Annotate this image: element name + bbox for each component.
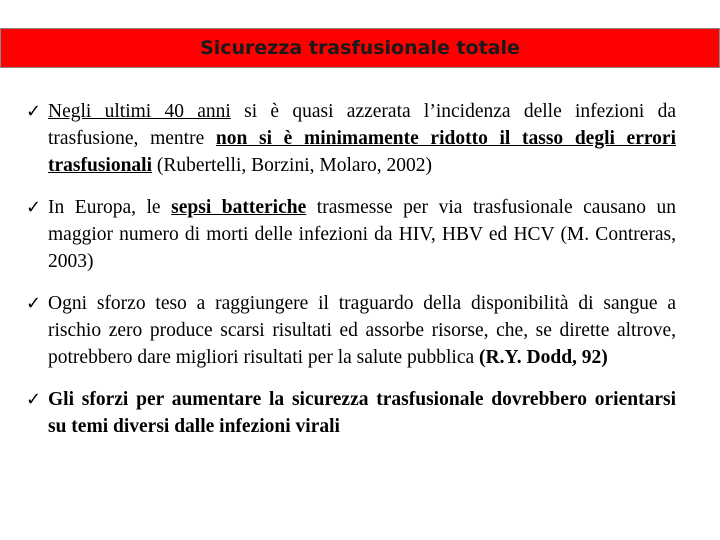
bullet-text: si è quasi azzerata l’incidenza delle infezioni da trasfusione, mentre [48, 101, 677, 149]
slide-title: Sicurezza trasfusionale totale [200, 37, 520, 59]
checkmark-icon: ✓ [26, 293, 42, 314]
bullet-text-emphasis: sepsi batteriche [171, 197, 307, 218]
bullet-text: In Europa, le [48, 197, 172, 218]
bullet-text: (Rubertelli, Borzini, Molaro, 2002) [152, 155, 433, 176]
bullet-list [26, 98, 676, 440]
title-banner [0, 28, 720, 68]
bullet-item [26, 194, 676, 275]
bullet-item [26, 98, 676, 179]
checkmark-icon: ✓ [26, 197, 42, 218]
bullet-text-emphasis: non si è minimamente ridotto il tasso degli errori trasfusionali [48, 128, 676, 176]
bullet-item [26, 386, 676, 440]
bullet-citation: (R.Y. Dodd, 92) [479, 347, 608, 368]
bullet-text: Gli sforzi per aumentare la sicurezza trasfusionale dovrebbero orientarsi su temi diversi dalle infezioni virali [48, 389, 676, 437]
bullet-item [26, 290, 676, 371]
bullet-text: trasmesse per via trasfusionale causano un maggior numero di morti delle infezioni da HIV, HBV ed HCV (M. Contreras, 2003) [48, 197, 676, 272]
checkmark-icon: ✓ [26, 389, 42, 410]
bullet-text: Negli ultimi 40 anni [48, 101, 231, 122]
bullet-text: Ogni sforzo teso a raggiungere il traguardo della disponibilità di sangue a rischio zero produce scarsi risultati ed assorbe risorse, che, se dirette altrove, potrebbero dare migliori risultati per la salute pubblica [48, 293, 676, 368]
checkmark-icon: ✓ [26, 101, 42, 122]
